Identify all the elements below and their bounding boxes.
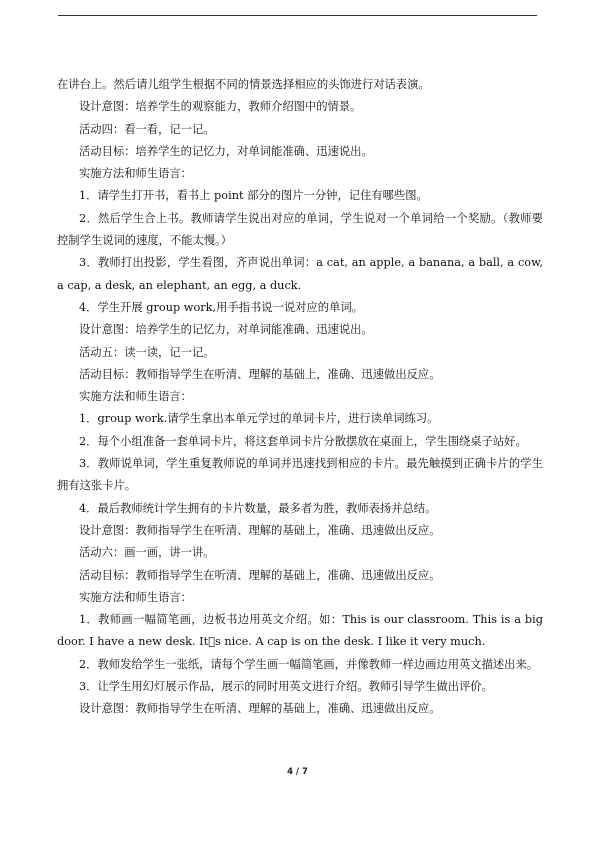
paragraph: 3．教师说单词，学生重复教师说的单词并迅速找到相应的卡片。最先触摸到正确卡片的学生拥有这张卡片。 (57, 457, 543, 493)
document-body (57, 74, 543, 721)
paragraph: 4．最后教师统计学生拥有的卡片数量，最多者为胜，教师表扬并总结。 (79, 501, 437, 515)
paragraph: 2．教师发给学生一张纸，请每个学生画一幅简笔画，并像教师一样边画边用英文描述出来。 (79, 657, 539, 671)
page-number: 4 / 7 (287, 767, 308, 777)
paragraph: 设计意图：培养学生的记忆力，对单词能准确、迅速说出。 (79, 323, 373, 337)
paragraph: 3．教师打出投影，学生看图，齐声说出单词：a cat, an apple, a banana, a ball, a cow, a cap, a desk, an elephant, an egg, a duck. (57, 256, 543, 292)
paragraph: 实施方法和师生语言： (79, 390, 192, 404)
paragraph: 在讲台上。然后请儿组学生根据不同的情景选择相应的头饰进行对话表演。 (57, 78, 430, 91)
paragraph: 3．让学生用幻灯展示作品，展示的同时用英文进行介绍。教师引导学生做出评价。 (79, 680, 493, 694)
paragraph: 1．教师画一幅简笔画，边板书边用英文介绍。如：This is our classroom. This is a big door. I have a new desk. It s nice. A cap is on the desk. I like it very much. (57, 613, 543, 649)
paragraph: 活动目标：教师指导学生在听清、理解的基础上，准确、迅速做出反应。 (79, 568, 441, 582)
paragraph: 2．然后学生合上书。教师请学生说出对应的单词，学生说对一个单词给一个奖励。（教师要控制学生说词的速度，不能太慢。） (57, 211, 543, 248)
paragraph: 1．请学生打开书，看书上 point 部分的图片一分钟，记住有哪些图。 (79, 189, 428, 203)
paragraph: 活动五：读一读，记一记。 (79, 345, 215, 359)
paragraph: 设计意图：教师指导学生在听清、理解的基础上，准确、迅速做出反应。 (79, 702, 441, 716)
paragraph: 活动目标：培养学生的记忆力，对单词能准确、迅速说出。 (79, 144, 373, 158)
paragraph: 1．group work.请学生拿出本单元学过的单词卡片，进行读单词练习。 (79, 412, 439, 426)
paragraph: 2．每个小组准备一套单词卡片，将这套单词卡片分散摆放在桌面上，学生围绕桌子站好。 (79, 434, 527, 448)
paragraph: 4．学生开展 group work,用手指书说一说对应的单词。 (79, 300, 363, 314)
paragraph: 设计意图：培养学生的观察能力，教师介绍图中的情景。 (79, 100, 362, 114)
paragraph: 设计意图：教师指导学生在听清、理解的基础上，准确、迅速做出反应。 (79, 523, 441, 537)
paragraph: 活动目标：教师指导学生在听清、理解的基础上，准确、迅速做出反应。 (79, 367, 441, 381)
header-rule (58, 15, 537, 16)
paragraph: 活动四：看一看，记一记。 (79, 122, 215, 136)
paragraph: 活动六：画一画，讲一讲。 (79, 546, 215, 560)
paragraph: 实施方法和师生语言： (79, 590, 192, 604)
paragraph: 实施方法和师生语言： (79, 167, 192, 181)
